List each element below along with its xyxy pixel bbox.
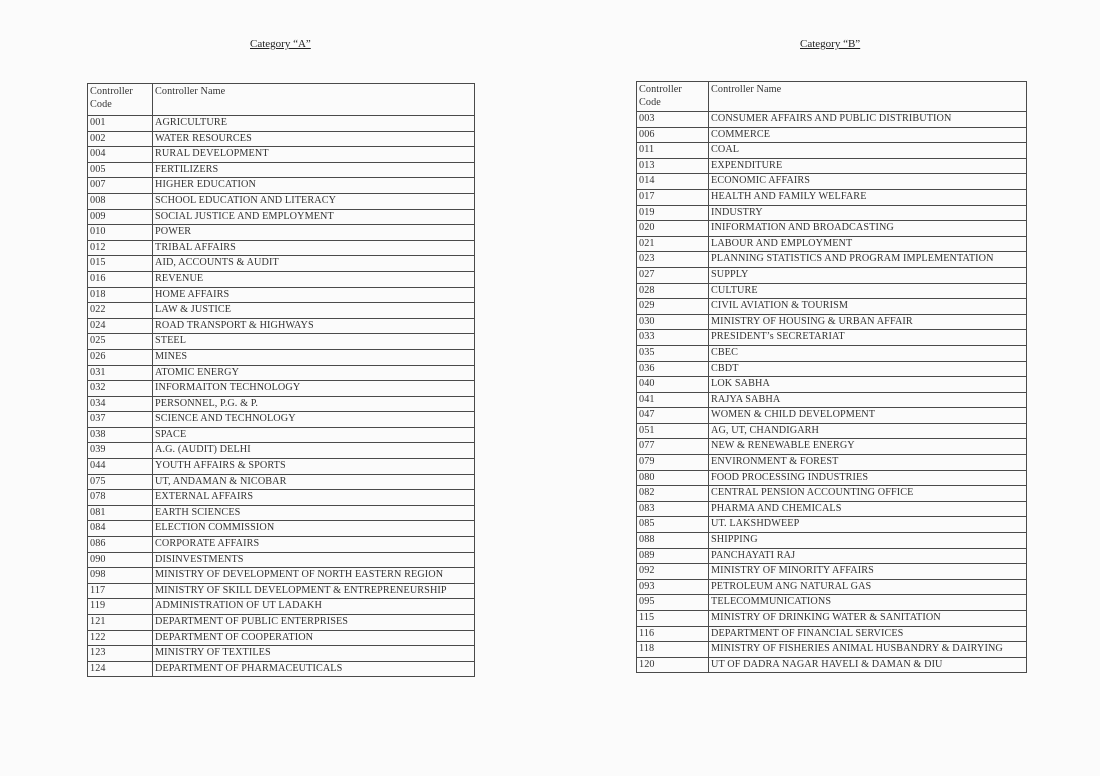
controller-code-cell: 001 [88, 116, 153, 132]
table-row [637, 548, 1027, 564]
controller-code-cell: 084 [88, 521, 153, 537]
controller-code-cell: 075 [88, 474, 153, 490]
controller-name-cell: MINISTRY OF MINORITY AFFAIRS [709, 564, 1027, 580]
controller-name-cell: DEPARTMENT OF PHARMACEUTICALS [153, 661, 475, 677]
table-row [88, 568, 475, 584]
table-row [88, 381, 475, 397]
category-a-rows [88, 116, 475, 677]
table-row [637, 252, 1027, 268]
controller-name-cell: ENVIRONMENT & FOREST [709, 455, 1027, 471]
controller-code-cell: 020 [637, 221, 709, 237]
table-row [88, 209, 475, 225]
category-b-rows [637, 112, 1027, 673]
controller-code-cell: 008 [88, 193, 153, 209]
controller-name-cell: A.G. (AUDIT) DELHI [153, 443, 475, 459]
table-row [637, 267, 1027, 283]
controller-code-cell: 033 [637, 330, 709, 346]
controller-name-cell: UT, ANDAMAN & NICOBAR [153, 474, 475, 490]
controller-name-cell: SCHOOL EDUCATION AND LITERACY [153, 193, 475, 209]
controller-code-header: Controller Code [88, 84, 153, 116]
controller-code-cell: 079 [637, 455, 709, 471]
table-row [637, 626, 1027, 642]
controller-code-cell: 027 [637, 267, 709, 283]
controller-code-cell: 011 [637, 143, 709, 159]
table-row [637, 377, 1027, 393]
table-row [88, 427, 475, 443]
table-row [637, 423, 1027, 439]
controller-name-cell: WATER RESOURCES [153, 131, 475, 147]
controller-name-cell: EXTERNAL AFFAIRS [153, 490, 475, 506]
controller-code-cell: 115 [637, 611, 709, 627]
table-row [637, 517, 1027, 533]
controller-name-cell: FERTILIZERS [153, 162, 475, 178]
controller-name-cell: MINISTRY OF TEXTILES [153, 646, 475, 662]
controller-code-cell: 082 [637, 486, 709, 502]
table-row [637, 642, 1027, 658]
controller-name-cell: ADMINISTRATION OF UT LADAKH [153, 599, 475, 615]
table-row [637, 501, 1027, 517]
controller-code-cell: 095 [637, 595, 709, 611]
controller-code-cell: 090 [88, 552, 153, 568]
controller-name-cell: PETROLEUM ANG NATURAL GAS [709, 579, 1027, 595]
controller-name-cell: ELECTION COMMISSION [153, 521, 475, 537]
table-row [88, 318, 475, 334]
controller-name-cell: HOME AFFAIRS [153, 287, 475, 303]
table-row [88, 459, 475, 475]
table-row [88, 474, 475, 490]
table-row [637, 611, 1027, 627]
controller-name-cell: PRESIDENT’s SECRETARIAT [709, 330, 1027, 346]
controller-name-cell: COMMERCE [709, 127, 1027, 143]
table-row [88, 147, 475, 163]
table-row [88, 162, 475, 178]
controller-name-cell: STEEL [153, 334, 475, 350]
table-row [88, 287, 475, 303]
controller-code-cell: 031 [88, 365, 153, 381]
controller-name-cell: WOMEN & CHILD DEVELOPMENT [709, 408, 1027, 424]
controller-name-cell: PERSONNEL, P.G. & P. [153, 396, 475, 412]
controller-code-cell: 092 [637, 564, 709, 580]
controller-code-cell: 119 [88, 599, 153, 615]
controller-code-cell: 123 [88, 646, 153, 662]
table-row [637, 299, 1027, 315]
controller-name-cell: AGRICULTURE [153, 116, 475, 132]
table-row [637, 330, 1027, 346]
table-row [637, 112, 1027, 128]
controller-name-cell: RAJYA SABHA [709, 392, 1027, 408]
controller-name-cell: AG, UT, CHANDIGARH [709, 423, 1027, 439]
category-b-table [636, 81, 1027, 673]
controller-name-header: Controller Name [709, 82, 1027, 112]
controller-name-cell: AID, ACCOUNTS & AUDIT [153, 256, 475, 272]
table-row [88, 412, 475, 428]
controller-code-cell: 030 [637, 314, 709, 330]
table-row [637, 205, 1027, 221]
controller-code-cell: 122 [88, 630, 153, 646]
controller-code-cell: 118 [637, 642, 709, 658]
controller-name-cell: SHIPPING [709, 533, 1027, 549]
table-row [637, 143, 1027, 159]
controller-code-cell: 035 [637, 345, 709, 361]
controller-name-cell: UT OF DADRA NAGAR HAVELI & DAMAN & DIU [709, 657, 1027, 673]
controller-name-cell: SOCIAL JUSTICE AND EMPLOYMENT [153, 209, 475, 225]
table-row [88, 615, 475, 631]
controller-code-cell: 022 [88, 303, 153, 319]
controller-code-cell: 088 [637, 533, 709, 549]
controller-code-cell: 003 [637, 112, 709, 128]
controller-code-cell: 028 [637, 283, 709, 299]
controller-name-cell: HIGHER EDUCATION [153, 178, 475, 194]
controller-code-cell: 025 [88, 334, 153, 350]
table-row [88, 396, 475, 412]
table-row [88, 583, 475, 599]
controller-code-cell: 036 [637, 361, 709, 377]
table-row [637, 470, 1027, 486]
controller-name-cell: SUPPLY [709, 267, 1027, 283]
controller-name-cell: PLANNING STATISTICS AND PROGRAM IMPLEMENTATION [709, 252, 1027, 268]
table-row [637, 189, 1027, 205]
table-row [637, 314, 1027, 330]
table-row [88, 490, 475, 506]
controller-code-cell: 086 [88, 537, 153, 553]
controller-code-cell: 016 [88, 271, 153, 287]
controller-code-cell: 089 [637, 548, 709, 564]
table-row [637, 392, 1027, 408]
controller-code-cell: 005 [88, 162, 153, 178]
controller-name-cell: UT. LAKSHDWEEP [709, 517, 1027, 533]
controller-name-cell: MINISTRY OF FISHERIES ANIMAL HUSBANDRY & DAIRYING [709, 642, 1027, 658]
table-header-row [88, 84, 475, 116]
controller-code-cell: 038 [88, 427, 153, 443]
table-row [637, 283, 1027, 299]
category-a-table [87, 83, 475, 677]
controller-name-cell: SPACE [153, 427, 475, 443]
controller-code-cell: 085 [637, 517, 709, 533]
table-row [88, 193, 475, 209]
controller-code-cell: 029 [637, 299, 709, 315]
controller-code-cell: 044 [88, 459, 153, 475]
controller-name-cell: MINISTRY OF SKILL DEVELOPMENT & ENTREPRENEURSHIP [153, 583, 475, 599]
controller-name-cell: CONSUMER AFFAIRS AND PUBLIC DISTRIBUTION [709, 112, 1027, 128]
controller-code-cell: 041 [637, 392, 709, 408]
controller-name-cell: PHARMA AND CHEMICALS [709, 501, 1027, 517]
table-row [88, 599, 475, 615]
table-row [88, 334, 475, 350]
controller-name-cell: TRIBAL AFFAIRS [153, 240, 475, 256]
controller-code-cell: 017 [637, 189, 709, 205]
controller-name-cell: YOUTH AFFAIRS & SPORTS [153, 459, 475, 475]
controller-code-cell: 078 [88, 490, 153, 506]
table-row [88, 661, 475, 677]
table-row [88, 303, 475, 319]
table-row [637, 236, 1027, 252]
controller-code-cell: 034 [88, 396, 153, 412]
controller-name-cell: EXPENDITURE [709, 158, 1027, 174]
controller-name-cell: RURAL DEVELOPMENT [153, 147, 475, 163]
table-row [88, 225, 475, 241]
table-row [637, 564, 1027, 580]
table-row [637, 361, 1027, 377]
controller-code-cell: 026 [88, 349, 153, 365]
controller-code-cell: 010 [88, 225, 153, 241]
controller-code-cell: 019 [637, 205, 709, 221]
controller-code-cell: 080 [637, 470, 709, 486]
table-row [88, 537, 475, 553]
table-row [637, 455, 1027, 471]
controller-code-cell: 004 [88, 147, 153, 163]
controller-name-cell: DEPARTMENT OF COOPERATION [153, 630, 475, 646]
controller-code-cell: 018 [88, 287, 153, 303]
controller-name-cell: CIVIL AVIATION & TOURISM [709, 299, 1027, 315]
controller-name-cell: HEALTH AND FAMILY WELFARE [709, 189, 1027, 205]
controller-name-cell: LABOUR AND EMPLOYMENT [709, 236, 1027, 252]
controller-code-cell: 012 [88, 240, 153, 256]
table-row [88, 552, 475, 568]
controller-code-cell: 047 [637, 408, 709, 424]
controller-code-cell: 121 [88, 615, 153, 631]
category-a-title: Category “A” [250, 38, 311, 50]
table-row [88, 349, 475, 365]
controller-name-cell: ROAD TRANSPORT & HIGHWAYS [153, 318, 475, 334]
controller-code-cell: 006 [637, 127, 709, 143]
controller-name-header: Controller Name [153, 84, 475, 116]
table-row [88, 131, 475, 147]
controller-code-cell: 009 [88, 209, 153, 225]
controller-name-cell: MINES [153, 349, 475, 365]
controller-code-cell: 040 [637, 377, 709, 393]
table-row [88, 630, 475, 646]
controller-name-cell: NEW & RENEWABLE ENERGY [709, 439, 1027, 455]
controller-code-cell: 037 [88, 412, 153, 428]
controller-code-cell: 098 [88, 568, 153, 584]
controller-name-cell: CORPORATE AFFAIRS [153, 537, 475, 553]
table-row [88, 365, 475, 381]
controller-code-cell: 013 [637, 158, 709, 174]
controller-code-cell: 093 [637, 579, 709, 595]
table-header-row [637, 82, 1027, 112]
controller-name-cell: MINISTRY OF HOUSING & URBAN AFFAIR [709, 314, 1027, 330]
controller-name-cell: MINISTRY OF DRINKING WATER & SANITATION [709, 611, 1027, 627]
controller-name-cell: ECONOMIC AFFAIRS [709, 174, 1027, 190]
table-row [637, 345, 1027, 361]
controller-code-cell: 116 [637, 626, 709, 642]
controller-code-cell: 024 [88, 318, 153, 334]
controller-name-cell: MINISTRY OF DEVELOPMENT OF NORTH EASTERN REGION [153, 568, 475, 584]
controller-name-cell: COAL [709, 143, 1027, 159]
controller-name-cell: ATOMIC ENERGY [153, 365, 475, 381]
controller-code-cell: 077 [637, 439, 709, 455]
controller-name-cell: PANCHAYATI RAJ [709, 548, 1027, 564]
controller-code-cell: 021 [637, 236, 709, 252]
table-row [88, 116, 475, 132]
table-row [637, 221, 1027, 237]
controller-name-cell: DISINVESTMENTS [153, 552, 475, 568]
controller-name-cell: POWER [153, 225, 475, 241]
controller-code-header: Controller Code [637, 82, 709, 112]
controller-name-cell: CENTRAL PENSION ACCOUNTING OFFICE [709, 486, 1027, 502]
controller-name-cell: CBDT [709, 361, 1027, 377]
controller-name-cell: CBEC [709, 345, 1027, 361]
table-row [88, 240, 475, 256]
controller-name-cell: INIFORMATION AND BROADCASTING [709, 221, 1027, 237]
table-row [88, 646, 475, 662]
table-row [637, 486, 1027, 502]
table-row [637, 408, 1027, 424]
controller-name-cell: EARTH SCIENCES [153, 505, 475, 521]
controller-name-cell: INFORMAITON TECHNOLOGY [153, 381, 475, 397]
category-b-title: Category “B” [800, 38, 861, 50]
controller-name-cell: INDUSTRY [709, 205, 1027, 221]
controller-code-cell: 081 [88, 505, 153, 521]
controller-code-cell: 032 [88, 381, 153, 397]
controller-name-cell: DEPARTMENT OF PUBLIC ENTERPRISES [153, 615, 475, 631]
controller-code-cell: 117 [88, 583, 153, 599]
controller-code-cell: 015 [88, 256, 153, 272]
controller-code-cell: 124 [88, 661, 153, 677]
controller-name-cell: REVENUE [153, 271, 475, 287]
table-row [637, 579, 1027, 595]
controller-name-cell: TELECOMMUNICATIONS [709, 595, 1027, 611]
table-row [637, 657, 1027, 673]
table-row [88, 505, 475, 521]
controller-name-cell: SCIENCE AND TECHNOLOGY [153, 412, 475, 428]
controller-name-cell: FOOD PROCESSING INDUSTRIES [709, 470, 1027, 486]
controller-name-cell: CULTURE [709, 283, 1027, 299]
controller-code-cell: 014 [637, 174, 709, 190]
table-row [88, 443, 475, 459]
controller-code-cell: 002 [88, 131, 153, 147]
table-row [637, 127, 1027, 143]
table-row [637, 439, 1027, 455]
table-row [88, 521, 475, 537]
table-row [88, 271, 475, 287]
table-row [88, 256, 475, 272]
table-row [637, 158, 1027, 174]
controller-code-cell: 007 [88, 178, 153, 194]
controller-code-cell: 023 [637, 252, 709, 268]
controller-name-cell: DEPARTMENT OF FINANCIAL SERVICES [709, 626, 1027, 642]
controller-code-cell: 120 [637, 657, 709, 673]
controller-code-cell: 039 [88, 443, 153, 459]
table-row [637, 595, 1027, 611]
controller-code-cell: 051 [637, 423, 709, 439]
controller-name-cell: LAW & JUSTICE [153, 303, 475, 319]
table-row [637, 174, 1027, 190]
controller-name-cell: LOK SABHA [709, 377, 1027, 393]
controller-code-cell: 083 [637, 501, 709, 517]
table-row [637, 533, 1027, 549]
table-row [88, 178, 475, 194]
